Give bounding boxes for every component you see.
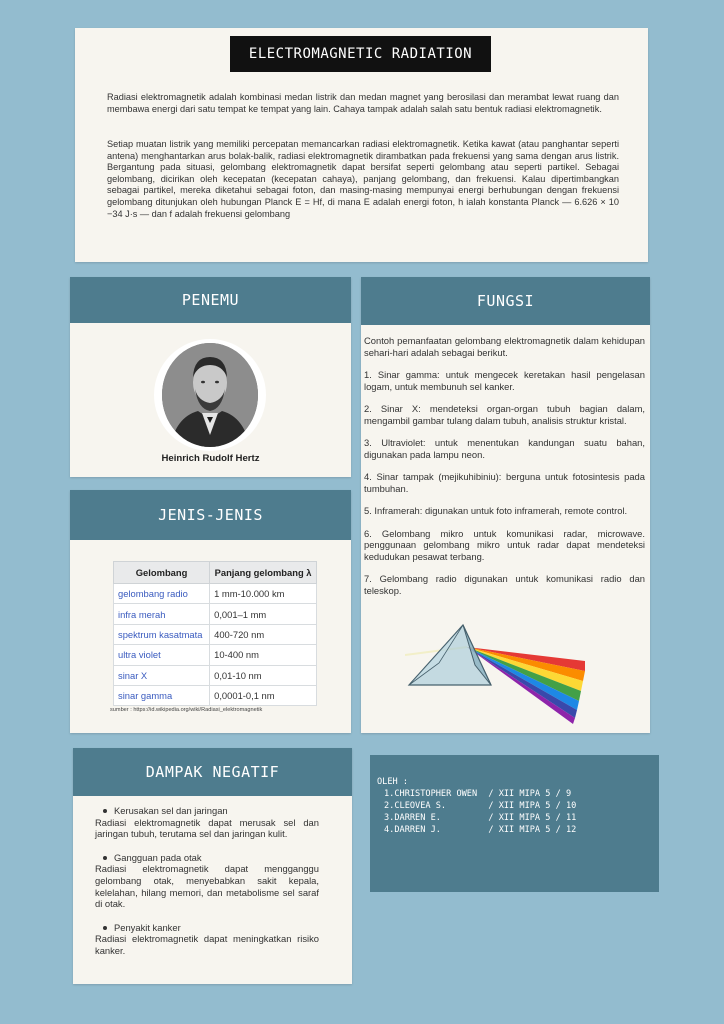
bullet-dot-icon <box>103 809 107 813</box>
dampak-item <box>95 922 319 957</box>
author-class: / XII MIPA 5 / 12 <box>488 825 577 835</box>
wave-name-link[interactable]: gelombang radio <box>114 584 210 604</box>
wavelength-value: 1 mm-10.000 km <box>210 584 317 604</box>
portrait-frame <box>154 339 266 451</box>
author-number: 3. <box>384 813 395 823</box>
author-number: 1. <box>384 789 395 799</box>
authors-card <box>370 755 659 892</box>
dampak-heading: DAMPAK NEGATIF <box>73 748 352 796</box>
fungsi-item: 3. Ultraviolet: untuk menentukan kandungan suatu bahan, digunakan pada lampu neon. <box>364 437 645 460</box>
intro-paragraph-1: Radiasi elektromagnetik adalah kombinasi medan listrik dan medan magnet yang berosilasi dan merambat lewat ruang dan membawa energi dari satu tempat ke tempat yang lain. Cahaya tampak adalah salah satu bentuk radiasi elektromagnetik. <box>107 92 619 114</box>
table-row <box>114 665 317 685</box>
author-row <box>384 824 576 836</box>
author-number: 4. <box>384 825 395 835</box>
table-header-row <box>114 562 317 584</box>
author-row <box>384 800 576 812</box>
wavelength-value: 0,001–1 mm <box>210 604 317 624</box>
wave-name-link[interactable]: sinar X <box>114 665 210 685</box>
table-row <box>114 645 317 665</box>
dampak-bullet <box>95 805 319 817</box>
author-row <box>384 788 576 800</box>
table-header: Gelombang <box>114 562 210 584</box>
table-row <box>114 584 317 604</box>
bullet-dot-icon <box>103 856 107 860</box>
author-name: CLEOVEA S. <box>394 801 447 811</box>
wave-name-link[interactable]: sinar gamma <box>114 685 210 705</box>
dampak-desc: Radiasi elektromagnetik dapat mengganggu gelombang otak, menyebabkan sakit kepala, kelelahan, hilang memori, dan metabolisme sel saraf di otak. <box>95 863 319 910</box>
fungsi-item: 7. Gelombang radio digunakan untuk komunikasi radio dan teleskop. <box>364 573 645 596</box>
penemu-card <box>70 277 351 477</box>
table-row <box>114 604 317 624</box>
intro-card <box>75 28 648 262</box>
dampak-card <box>73 748 352 984</box>
dampak-text <box>95 805 319 969</box>
dampak-title: Gangguan pada otak <box>114 851 202 863</box>
dampak-desc: Radiasi elektromagnetik dapat meningkatkan risiko kanker. <box>95 933 319 956</box>
author-name: DARREN J. <box>394 825 441 835</box>
table-row <box>114 624 317 644</box>
fungsi-item: 2. Sinar X: mendeteksi organ-organ tubuh bagian dalam, mengambil gambar tulang dalam tubuh, analisis struktur kristal. <box>364 403 645 426</box>
wave-name-link[interactable]: ultra violet <box>114 645 210 665</box>
wave-name-link[interactable]: infra merah <box>114 604 210 624</box>
fungsi-item: 5. Inframerah: digunakan untuk foto inframerah, remote control. <box>364 505 628 516</box>
dampak-bullet <box>95 922 319 934</box>
page-title: ELECTROMAGNETIC RADIATION <box>230 36 491 72</box>
dampak-item <box>95 852 319 910</box>
wavelength-table <box>113 561 317 706</box>
authors-label: OLEH : <box>377 777 409 787</box>
table-source: sumber : https://id.wikipedia.org/wiki/Radiasi_elektromagnetik <box>110 707 263 713</box>
wavelength-value: 10-400 nm <box>210 645 317 665</box>
author-class: / XII MIPA 5 / 9 <box>488 789 572 799</box>
fungsi-intro: Contoh pemanfaatan gelombang elektromagnetik dalam kehidupan sehari-hari adalah sebagai berikut. <box>364 335 645 358</box>
fungsi-item: 4. Sinar tampak (mejikuhibiniu): berguna untuk fotosintesis pada tumbuhan. <box>364 471 645 494</box>
table-row <box>114 685 317 705</box>
author-number: 2. <box>384 801 395 811</box>
author-class: / XII MIPA 5 / 10 <box>488 801 577 811</box>
jenis-card <box>70 490 351 733</box>
author-row <box>384 812 576 824</box>
dampak-title: Penyakit kanker <box>114 921 181 933</box>
jenis-heading: JENIS-JENIS <box>70 490 351 540</box>
author-name: CHRISTOPHER OWEN <box>394 789 478 799</box>
inventor-name: Heinrich Rudolf Hertz <box>161 453 260 464</box>
author-name: DARREN E. <box>394 813 441 823</box>
portrait-photo <box>162 343 258 447</box>
wave-name-link[interactable]: spektrum kasatmata <box>114 624 210 644</box>
wavelength-value: 400-720 nm <box>210 624 317 644</box>
fungsi-heading: FUNGSI <box>361 277 650 325</box>
bullet-dot-icon <box>103 926 107 930</box>
dampak-bullet <box>95 852 319 864</box>
wavelength-value: 0,01-10 nm <box>210 665 317 685</box>
authors-list <box>384 788 576 836</box>
fungsi-card <box>361 277 650 733</box>
dampak-title: Kerusakan sel dan jaringan <box>114 805 228 816</box>
intro-paragraph-2: Setiap muatan listrik yang memiliki percepatan memancarkan radiasi elektromagnetik. Ketika kawat (atau panghantar seperti antena) menghantarkan arus bolak-balik, radiasi elektromagnetik dirambatkan pada frekuensi yang sama dengan arus listrik. Bergantung pada situasi, gelombang elektromagnetik dapat bersifat seperti gelombang atau seperti partikel. Sebagai gelombang, dicirikan oleh kecepatan (kecepatan cahaya), panjang gelombang, dan frekuensi. Kalau dipertimbangkan sebagai partikel, mereka diketahui sebagai foton, dan masing-masing mempunyai energi berhubungan dengan frekuensi gelombang ditunjukan oleh hubungan Planck E = Hf, di mana E adalah energi foton, h ialah konstanta Planck — 6.626 × 10 −34 J·s — dan f adalah frekuensi gelombang <box>107 139 619 219</box>
fungsi-item: 1. Sinar gamma: untuk mengecek keretakan hasil pengelasan logam, untuk membunuh sel kanker. <box>364 369 645 392</box>
fungsi-text <box>364 335 645 607</box>
author-class: / XII MIPA 5 / 11 <box>488 813 577 823</box>
prism-illustration <box>405 621 585 725</box>
table-header: Panjang gelombang λ <box>210 562 317 584</box>
dampak-desc: Radiasi elektromagnetik dapat merusak sel dan jaringan tubuh, terutama sel dan jaringan kulit. <box>95 816 319 840</box>
dampak-item <box>95 805 319 840</box>
penemu-heading: PENEMU <box>70 277 351 323</box>
fungsi-item: 6. Gelombang mikro untuk komunikasi radar, microwave. penggunaan gelombang mikro untuk radar dapat mendeteksi kedudukan pesawat terbang. <box>364 527 645 562</box>
wavelength-value: 0,0001-0,1 nm <box>210 685 317 705</box>
